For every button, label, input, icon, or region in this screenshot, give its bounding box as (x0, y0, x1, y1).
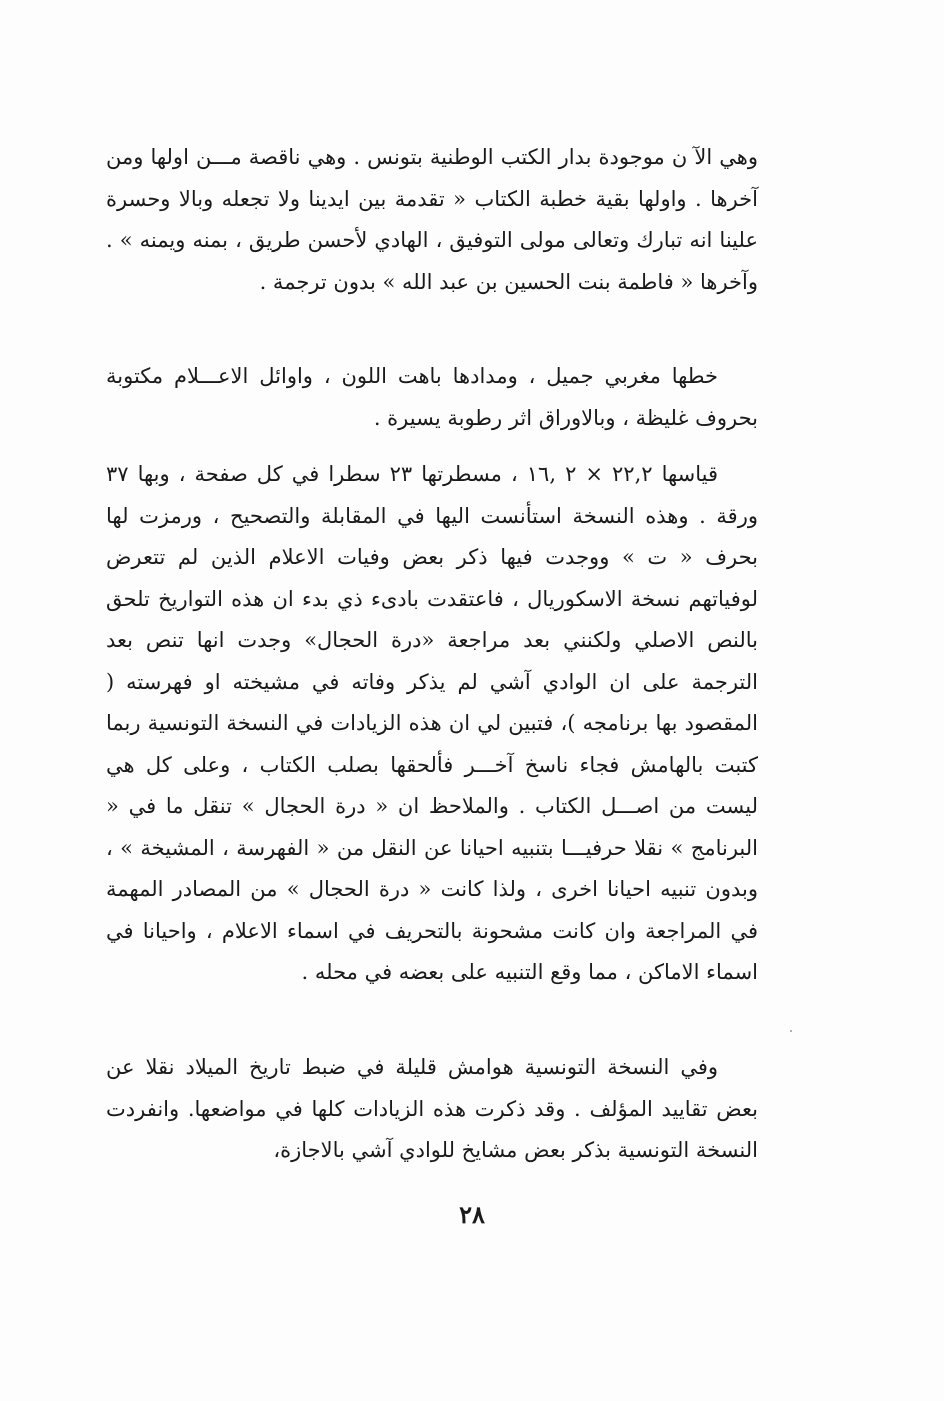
paragraph-margin-notes: وفي النسخة التونسية هوامش قليلة في ضبط تاريخ الميلاد نقلا عن بعض تقاييد المؤلف . وقد ذكرت هذه الزيادات كلها في مواضعها. وانفردت النسخة التونسية بذكر بعض مشايخ للوادي آشي بالاجازة، (106, 1055, 758, 1162)
paragraph-script-description: خطها مغربي جميل ، ومدادها باهت اللون ، واوائل الاعـــلام مكتوبة بحروف غليظة ، وبالاوراق اثر رطوبة يسيرة . (106, 364, 758, 430)
page-number: ٢٨ (459, 1200, 485, 1229)
paper-speck (790, 1030, 792, 1032)
paragraph-manuscript-description: وهي الآ ن موجودة بدار الكتب الوطنية بتونس . وهي ناقصة مـــن اولها ومن آخرها . واولها بقية خطبة الكتاب « تقدمة بين ايدينا ولا تجعله وبالا وحسرة علينا انه تبارك وتعالى مولى التوفيق ، الهادي لأحسن طريق ، بمنه ويمنه » . وآخرها « فاطمة بنت الحسين بن عبد الله » بدون ترجمة . (106, 145, 758, 294)
paragraph-dimensions-and-additions: قياسها ٢٢,٢ × ٢ ,١٦ ، مسطرتها ٢٣ سطرا في كل صفحة ، وبها ٣٧ ورقة . وهذه النسخة استأنست اليها في المقابلة والتصحيح ، ورمزت لها بحرف « ت » ووجدت فيها ذكر بعض وفيات الاعلام الذين لم تتعرض لوفياتهم نسخة الاسكوريال ، فاعتقدت بادىء ذي بدء ان هذه التواريخ تلحق بالنص الاصلي ولكنني بعد مراجعة «درة الحجال» وجدت انها تنص بعد الترجمة على ان الوادي آشي لم يذكر وفاته في مشيخته او فهرسته ( المقصود بها برنامجه )، فتبين لي ان هذه الزيادات في النسخة التونسية ربما كتبت بالهامش فجاء ناسخ آخـــر فألحقها بصلب الكتاب ، وعلى كل هي ليست من اصـــل الكتاب . والملاحظ ان « درة الحجال » تنقل ما في « البرنامج » نقلا حرفيـــا بتنبيه احيانا عن النقل من « الفهرسة ، المشيخة » ، وبدون تنبيه احيانا اخرى ، ولذا كانت « درة الحجال » من المصادر المهمة في المراجعة وان كانت مشحونة بالتحريف في اسماء الاعلام ، واحيانا في اسماء الاماكن ، مما وقع التنبيه على بعضه في محله . (106, 462, 758, 984)
